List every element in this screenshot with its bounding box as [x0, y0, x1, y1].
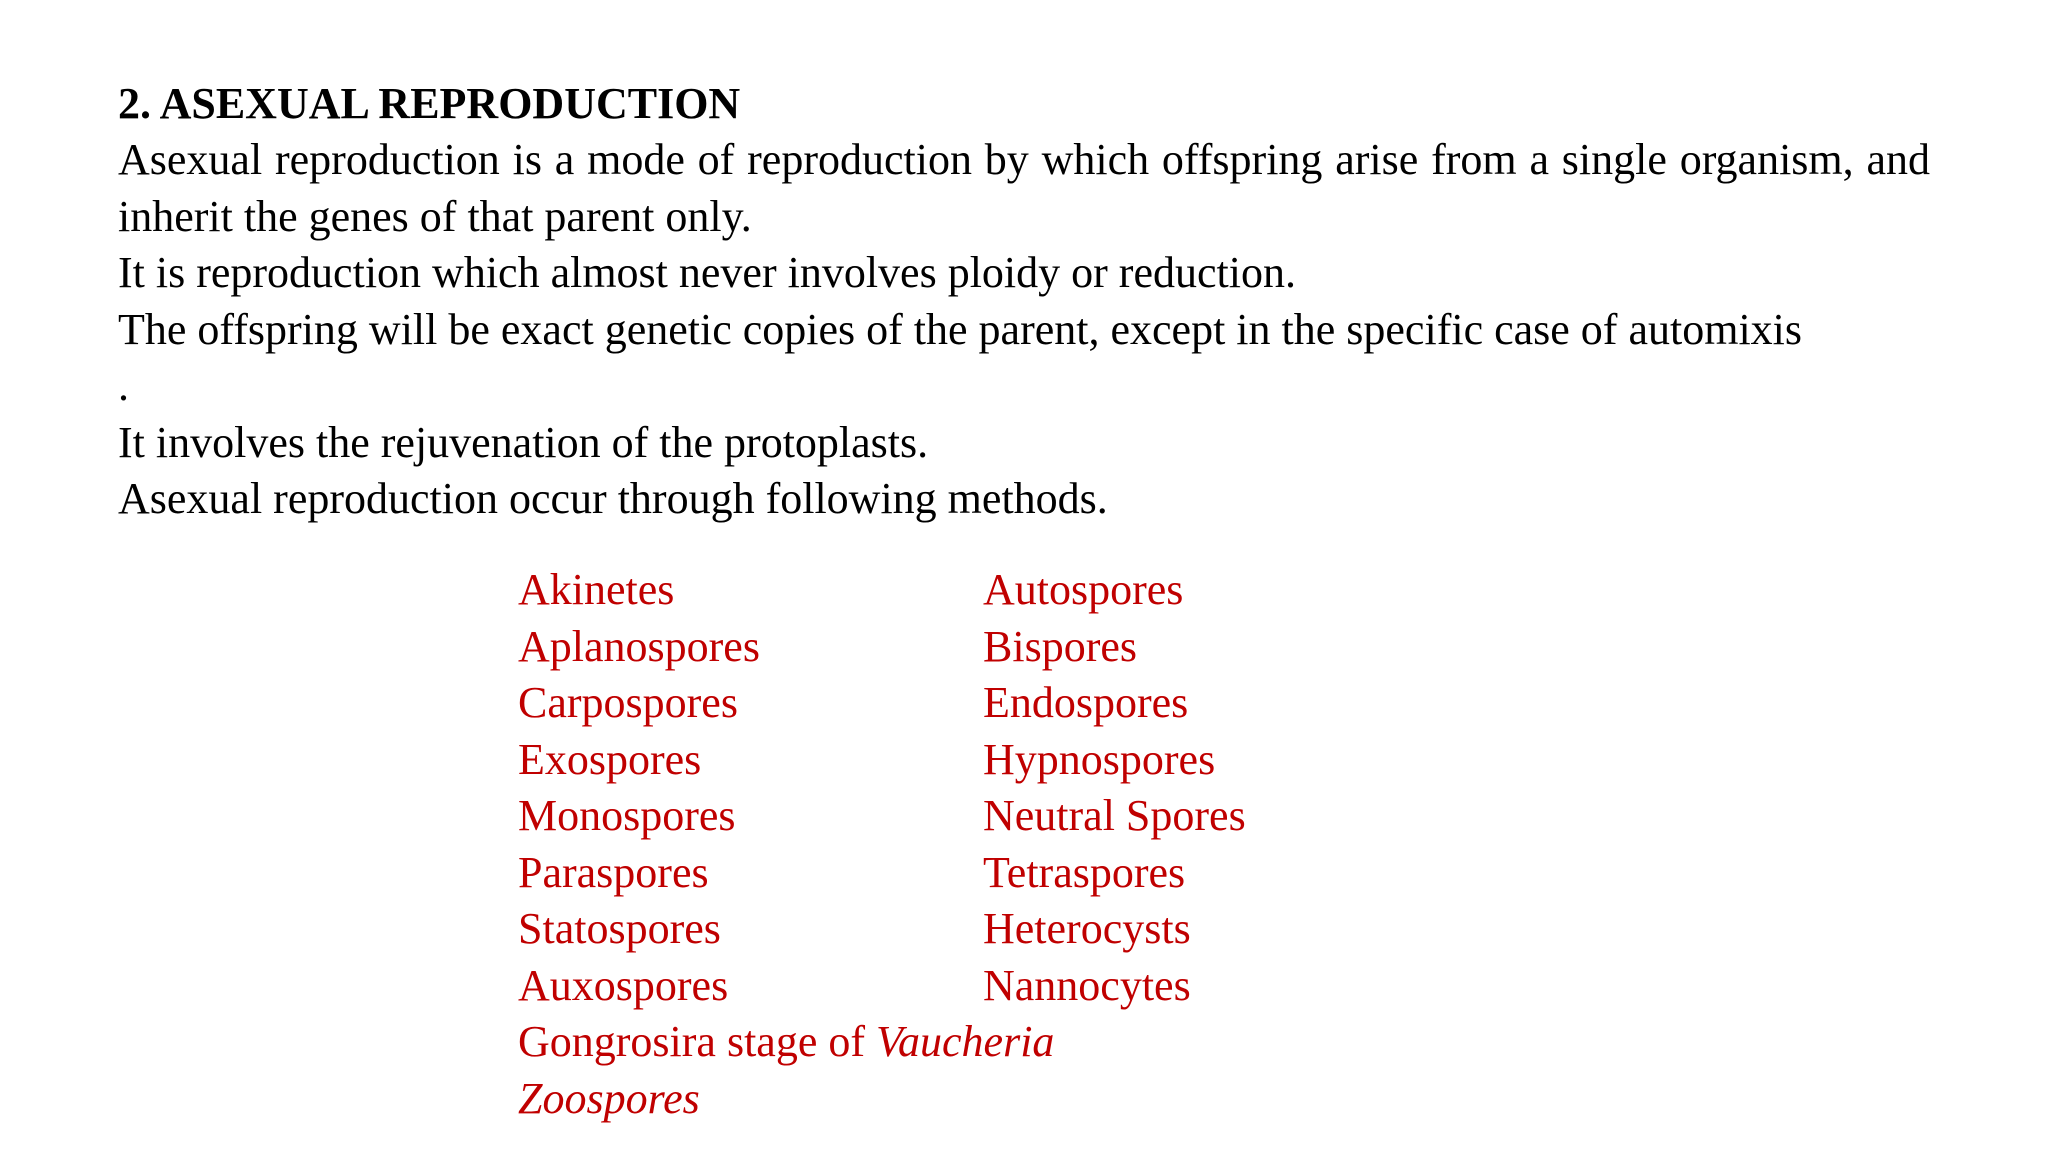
method-name: Hypnospores	[983, 734, 1216, 784]
method-name: Bispores	[983, 621, 1137, 671]
methods-list	[518, 562, 1246, 1127]
section-heading: 2. ASEXUAL REPRODUCTION	[118, 79, 741, 128]
list-item	[518, 788, 1246, 845]
list-item	[518, 562, 1246, 619]
method-name: Nannocytes	[983, 960, 1191, 1010]
method-name: Paraspores	[518, 847, 709, 897]
gongrosira-prefix: Gongrosira stage of	[518, 1017, 877, 1066]
method-name: Tetraspores	[983, 847, 1186, 897]
method-name: Statospores	[518, 904, 721, 953]
method-name: Heterocysts	[983, 904, 1191, 953]
list-item	[518, 619, 1246, 676]
method-name: Auxospores	[518, 960, 729, 1010]
method-name: Exospores	[518, 734, 702, 784]
method-name: Aplanospores	[518, 621, 760, 671]
method-name: Neutral Spores	[983, 791, 1246, 840]
paragraph-rejuvenation: It involves the rejuvenation of the protoplasts.	[118, 417, 929, 467]
paragraph-offspring: The offspring will be exact genetic copies of the parent, except in the specific case of automixis	[118, 304, 1803, 354]
list-item	[518, 675, 1246, 732]
vaucheria-genus: Vaucheria	[876, 1017, 1055, 1066]
gongrosira-item	[518, 1014, 1246, 1071]
method-name: Carpospores	[518, 678, 738, 727]
zoospores-item: Zoospores	[518, 1073, 700, 1123]
method-name: Akinetes	[518, 565, 675, 614]
method-name: Autospores	[983, 565, 1184, 614]
list-item	[518, 958, 1246, 1015]
method-name: Endospores	[983, 678, 1189, 727]
list-item	[518, 732, 1246, 789]
paragraph-period: .	[118, 361, 129, 410]
list-item	[518, 845, 1246, 902]
paragraph-methods-intro: Asexual reproduction occur through following methods.	[118, 474, 1108, 523]
paragraph-ploidy: It is reproduction which almost never involves ploidy or reduction.	[118, 248, 1296, 297]
list-item	[518, 901, 1246, 958]
method-name: Monospores	[518, 791, 736, 840]
slide-content	[118, 76, 1930, 528]
paragraph-definition: Asexual reproduction is a mode of reproduction by which offspring arise from a single organism, and inherit the genes of that parent only.	[118, 135, 1930, 241]
